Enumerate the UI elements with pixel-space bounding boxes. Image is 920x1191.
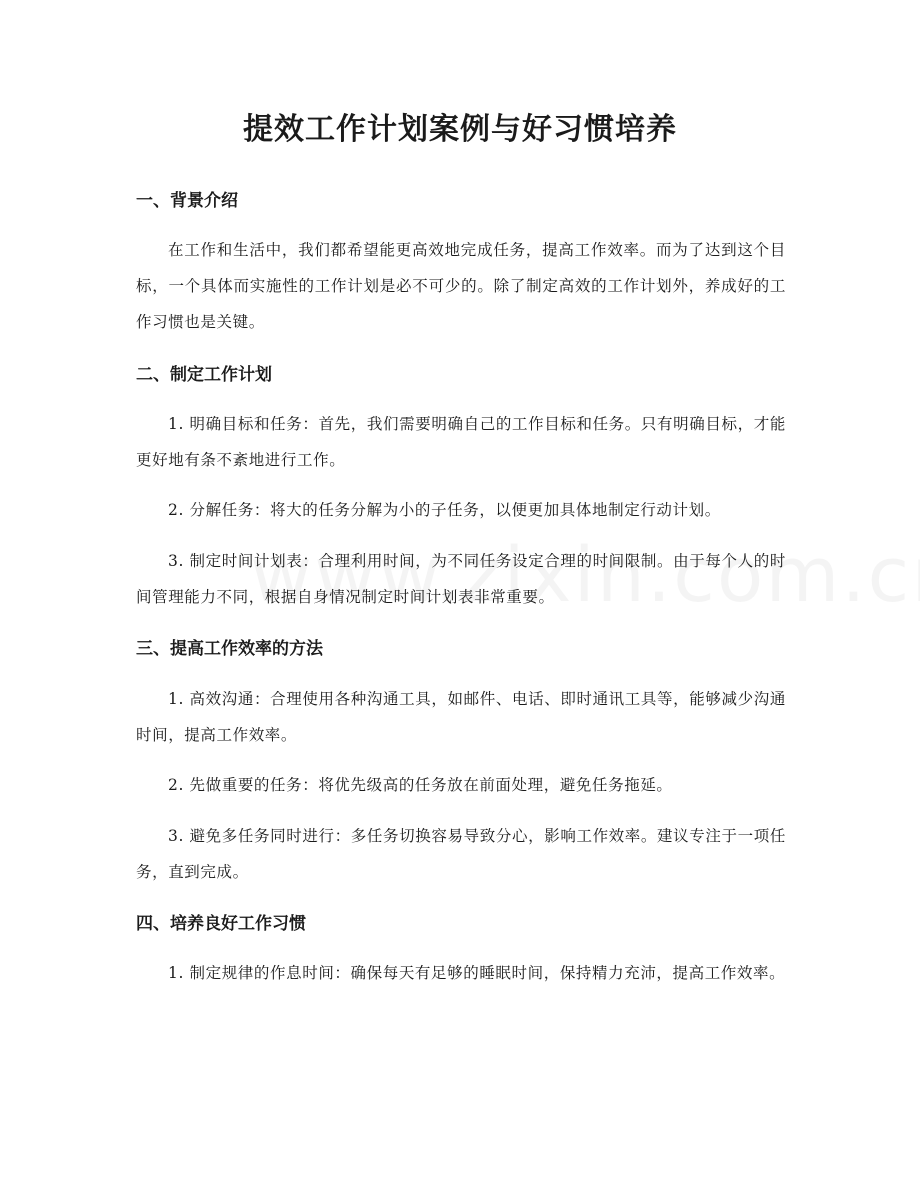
paragraph-method-item-3: 3. 避免多任务同时进行：多任务切换容易导致分心，影响工作效率。建议专注于一项任务，直到完成。 bbox=[136, 827, 786, 881]
section-heading-make-plan: 二、制定工作计划 bbox=[136, 365, 272, 385]
paragraph-plan-item-3: 3. 制定时间计划表：合理利用时间，为不同任务设定合理的时间限制。由于每个人的时间管理能力不同，根据自身情况制定时间计划表非常重要。 bbox=[136, 552, 786, 606]
section-heading-background: 一、背景介绍 bbox=[136, 191, 238, 211]
paragraph-plan-item-2: 2. 分解任务：将大的任务分解为小的子任务，以便更加具体地制定行动计划。 bbox=[168, 501, 721, 519]
section-heading-efficiency-methods: 三、提高工作效率的方法 bbox=[136, 639, 323, 659]
paragraph-method-item-2: 2. 先做重要的任务：将优先级高的任务放在前面处理，避免任务拖延。 bbox=[168, 776, 673, 794]
document-title: 提效工作计划案例与好习惯培养 bbox=[243, 112, 677, 147]
section-heading-good-habits: 四、培养良好工作习惯 bbox=[136, 914, 306, 934]
paragraph-habit-item-1: 1. 制定规律的作息时间：确保每天有足够的睡眠时间，保持精力充沛，提高工作效率。 bbox=[168, 964, 786, 982]
paragraph-method-item-1: 1. 高效沟通：合理使用各种沟通工具，如邮件、电话、即时通讯工具等，能够减少沟通时间，提高工作效率。 bbox=[136, 690, 786, 744]
paragraph-plan-item-1: 1. 明确目标和任务：首先，我们需要明确自己的工作目标和任务。只有明确目标，才能更好地有条不紊地进行工作。 bbox=[136, 415, 786, 469]
paragraph-background: 在工作和生活中，我们都希望能更高效地完成任务，提高工作效率。而为了达到这个目标，一个具体而实施性的工作计划是必不可少的。除了制定高效的工作计划外，养成好的工作习惯也是关键。 bbox=[136, 241, 786, 331]
